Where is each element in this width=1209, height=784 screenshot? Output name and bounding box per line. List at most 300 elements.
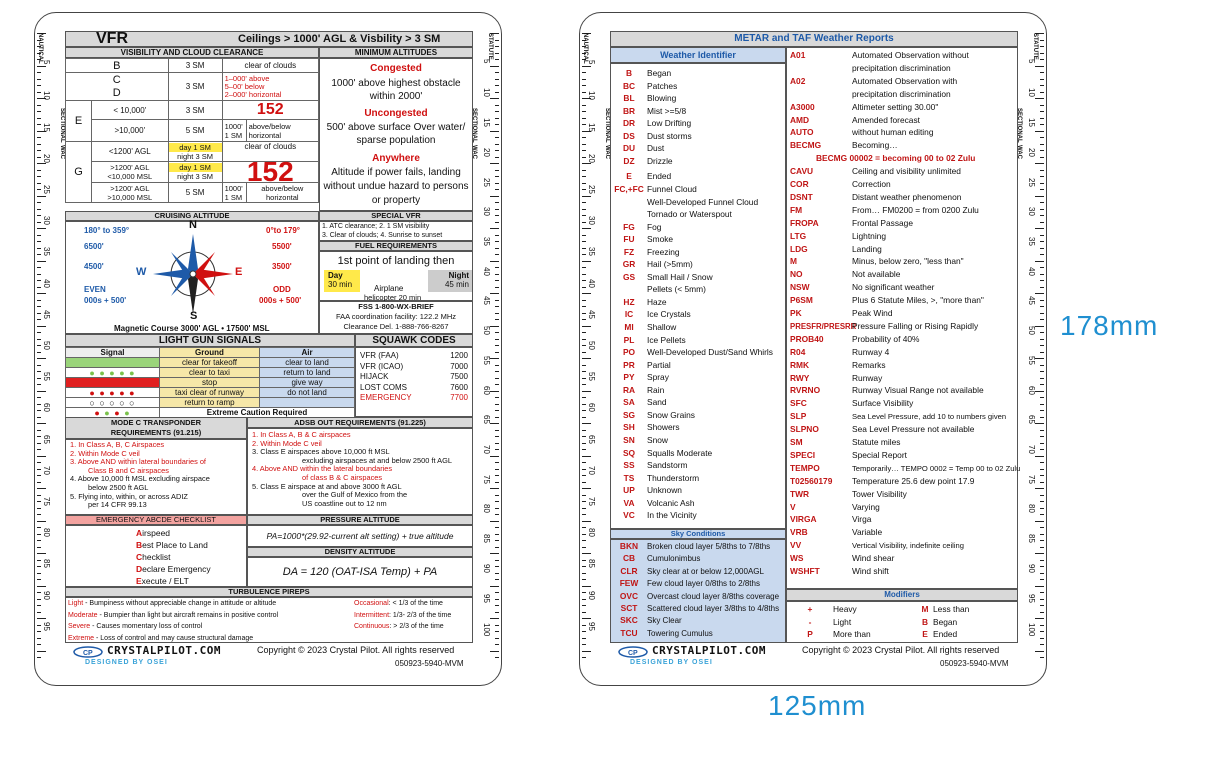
adsb-line: 2. Within Mode C veil xyxy=(252,438,322,448)
ruler-tick xyxy=(495,371,499,372)
ruler-number: 30 xyxy=(587,216,596,226)
wx-row xyxy=(611,448,787,458)
abcde-box xyxy=(65,525,247,587)
cd-line2: 5–00' below xyxy=(224,81,265,91)
svfr-1: 1. ATC clearance; 2. 1 SM visibility xyxy=(322,223,430,230)
ruler-tick xyxy=(495,540,499,541)
wx-row xyxy=(611,347,787,357)
density-header: DENSITY ALTITUDE xyxy=(247,547,473,557)
code-key: DSNT xyxy=(790,191,813,202)
ruler-tick xyxy=(582,651,591,652)
ruler-tick xyxy=(495,417,499,418)
code-row xyxy=(790,347,1018,357)
compass-e: E xyxy=(235,266,243,278)
ruler-tick xyxy=(495,612,499,613)
ruler-number: 55 xyxy=(1027,355,1036,365)
wx-code: SH xyxy=(623,422,635,433)
ruler-tick xyxy=(1040,657,1044,658)
sky-desc: Cumulonimbus xyxy=(647,554,701,564)
sky-code: TCU xyxy=(620,627,638,638)
wx-row xyxy=(611,143,787,153)
wx-desc: Hail (>5mm) xyxy=(647,259,693,270)
height-dimension: 178mm xyxy=(1060,310,1159,341)
code-desc: Pressure Falling or Rising Rapidly xyxy=(852,320,979,331)
g-day2: day 1 SM xyxy=(169,163,222,172)
code-row xyxy=(790,89,1018,99)
ruler-tick xyxy=(37,196,46,197)
wx-row xyxy=(611,131,787,141)
ruler-tick xyxy=(37,527,41,528)
ruler-tick xyxy=(582,332,586,333)
signal-alt-red-green: ● ● ● ● xyxy=(66,408,160,418)
ruler-tick xyxy=(582,163,591,164)
wx-code: BC xyxy=(622,80,636,91)
code-row xyxy=(790,179,1018,189)
g-clear: clear of clouds xyxy=(222,142,318,162)
vfr-subtitle: Ceilings > 1000' AGL & Visbility > 3 SM xyxy=(238,33,441,45)
modec-h2: REQUIREMENTS (91.215) xyxy=(110,428,202,437)
squawk-name: LOST COMS xyxy=(360,382,407,392)
turb-desc: - Bumpiness without appreciable change in attitude or altitude xyxy=(83,600,277,607)
squawk-code: 7600 xyxy=(450,382,468,392)
wx-code: RA xyxy=(622,384,636,395)
mod-desc2: Began xyxy=(933,616,958,627)
ruler-tick xyxy=(37,573,41,574)
turb-key: Moderate xyxy=(68,611,98,619)
squawk-code: 7700 xyxy=(450,393,468,402)
ruler-tick xyxy=(490,163,499,164)
wx-desc: Low Drifting xyxy=(647,118,692,129)
ruler-tick xyxy=(37,345,41,346)
metar-title: METAR and TAF Weather Reports xyxy=(610,31,1018,47)
ruler-tick xyxy=(490,326,499,327)
cr-east: 0°to 179° xyxy=(266,226,300,235)
wx-code: DU xyxy=(622,143,636,154)
ruler-number: 55 xyxy=(587,372,596,382)
ruler-tick xyxy=(495,118,499,119)
light-row5-ground: return to ramp xyxy=(160,398,260,408)
ruler-tick xyxy=(37,508,41,509)
turb-freq-val: : 1/3- 2/3 of the time xyxy=(389,611,452,619)
code-key: A02 xyxy=(790,75,806,86)
signal-flash-white: ○ ○ ○ ○ ○ xyxy=(66,398,160,408)
ruler-tick xyxy=(582,579,586,580)
vis-header: VISIBILITY AND CLOUD CLEARANCE xyxy=(65,47,319,58)
ruler-tick xyxy=(1040,319,1044,320)
ruler-tick xyxy=(495,410,499,411)
ruler-number: 50 xyxy=(42,341,51,350)
ruler-number: 10 xyxy=(42,91,51,101)
abcde-letter: A xyxy=(136,528,143,538)
abcde-letter: C xyxy=(136,552,143,562)
e-alt2: >10,000' xyxy=(92,120,169,142)
modifier-row xyxy=(787,604,1019,614)
ruler-tick xyxy=(1040,254,1044,255)
ruler-tick xyxy=(582,586,591,587)
ruler-tick xyxy=(1040,410,1044,411)
ruler-tick xyxy=(37,287,41,288)
ruler-tick xyxy=(1035,391,1044,392)
ruler-number: 30 xyxy=(482,207,491,217)
ruler-number: 5 xyxy=(1027,58,1036,64)
ruler-tick xyxy=(495,124,499,125)
ruler-number: 20 xyxy=(587,153,596,163)
ruler-tick xyxy=(1035,488,1044,489)
ruler-tick xyxy=(490,618,499,619)
ruler-tick xyxy=(37,365,41,366)
ruler-tick xyxy=(495,339,499,340)
ruler-tick xyxy=(1040,449,1044,450)
ruler-tick xyxy=(582,514,586,515)
ruler-tick xyxy=(1040,105,1044,106)
code-key: A01 xyxy=(790,50,806,60)
emergency-header: EMERGENCY ABCDE CHECKLIST xyxy=(65,515,247,525)
code-row xyxy=(790,450,1018,460)
ruler-number: 100 xyxy=(482,623,491,637)
sky-code: CLR xyxy=(620,565,638,576)
ruler-tick xyxy=(1040,118,1044,119)
wx-desc: Partial xyxy=(647,359,671,370)
wx-desc: Fog xyxy=(647,221,662,232)
ruler-tick xyxy=(1040,605,1044,606)
ruler-tick xyxy=(1040,638,1044,639)
sky-desc: Sky Clear xyxy=(647,616,682,626)
b-clear: clear of clouds xyxy=(222,59,318,73)
squawk-row xyxy=(360,372,468,383)
ruler-label: WAC xyxy=(59,145,65,159)
squawk-code: 7000 xyxy=(450,361,468,371)
cr-5500: 5500' xyxy=(272,242,292,251)
wx-row xyxy=(611,234,787,244)
ruler-tick xyxy=(582,202,586,203)
ruler-tick xyxy=(1040,527,1044,528)
sky-code: CB xyxy=(622,553,636,564)
code-row xyxy=(790,373,1018,383)
ruler-number: 80 xyxy=(1027,504,1036,514)
turb-freq xyxy=(354,610,451,622)
ruler-number: 90 xyxy=(1027,563,1036,573)
g-night1: night 3 SM xyxy=(177,151,213,161)
wx-desc: Blowing xyxy=(647,93,677,104)
ruler-tick xyxy=(1040,508,1044,509)
wx-row xyxy=(611,156,787,166)
ruler-tick xyxy=(495,534,499,535)
code-key: P6SM xyxy=(790,295,813,306)
code-row xyxy=(790,192,1018,202)
ruler-tick xyxy=(582,410,586,411)
turb-freq-key: Intermittent xyxy=(354,611,390,619)
ruler-tick xyxy=(582,189,586,190)
wx-row xyxy=(611,297,787,307)
code-key: TWR xyxy=(790,488,810,499)
wx-row xyxy=(611,81,787,91)
faa-coord: FAA coordination facility: 122.2 MHz xyxy=(335,312,457,321)
fss-number: FSS 1-800-WX-BRIEF xyxy=(358,302,434,311)
sky-code: SKC xyxy=(620,615,638,626)
ruler-number: 50 xyxy=(587,341,596,350)
code-row xyxy=(790,231,1018,241)
ruler-tick xyxy=(495,59,499,60)
ruler-tick xyxy=(582,482,586,483)
ruler-number: 70 xyxy=(1027,445,1036,454)
product-code: 050923-5940-MVM xyxy=(940,659,1009,668)
ruler-tick xyxy=(37,566,41,567)
ruler-tick xyxy=(37,631,41,632)
ruler-tick xyxy=(582,553,591,554)
ruler-number: 45 xyxy=(1027,296,1036,306)
ruler-tick xyxy=(495,657,499,658)
ruler-tick xyxy=(37,66,46,67)
ruler-number: 35 xyxy=(587,247,596,257)
ruler-tick xyxy=(37,625,41,626)
ruler-tick xyxy=(37,293,46,294)
ruler-tick xyxy=(1040,85,1044,86)
wx-desc: Thunderstorm xyxy=(647,472,700,483)
ruler-number: 70 xyxy=(587,465,596,475)
ruler-tick xyxy=(37,378,41,379)
ruler-tick xyxy=(1040,189,1044,190)
fuel-airplane: Airplane xyxy=(374,284,404,293)
ruler-number: 75 xyxy=(1027,474,1036,484)
ruler-tick xyxy=(37,501,41,502)
ruler-number: 50 xyxy=(482,326,491,336)
ruler-tick xyxy=(582,449,586,450)
ruler-tick xyxy=(582,345,586,346)
ruler-tick xyxy=(1040,339,1044,340)
ruler-tick xyxy=(1040,430,1044,431)
ruler-tick xyxy=(37,332,41,333)
ruler-tick xyxy=(582,599,586,600)
ruler-number: 60 xyxy=(482,385,491,395)
sky-row xyxy=(611,541,787,551)
compass-w: W xyxy=(136,266,147,278)
code-desc: Vertical Visibility, indefinite ceiling xyxy=(852,541,964,551)
ruler-tick xyxy=(37,547,41,548)
ruler-tick xyxy=(1040,241,1044,242)
wx-code: FZ xyxy=(623,246,635,257)
fss-box xyxy=(319,301,473,334)
wx-desc: Small Hail / Snow xyxy=(647,271,713,282)
ruler-tick xyxy=(582,430,586,431)
code-row xyxy=(790,102,1018,112)
ruler-tick xyxy=(495,599,499,600)
ruler-tick xyxy=(1040,40,1044,41)
ruler-number: 35 xyxy=(42,247,51,257)
copyright: Copyright © 2023 Crystal Pilot. All rights reserved xyxy=(257,645,455,655)
wx-row xyxy=(611,259,787,269)
code-key: WS xyxy=(790,553,804,564)
extreme-caution: Extreme Caution Required xyxy=(160,408,355,418)
code-row xyxy=(790,385,1018,395)
ruler-tick xyxy=(495,566,499,567)
ruler-tick xyxy=(1035,228,1044,229)
wx-code: DR xyxy=(622,118,636,129)
ruler-tick xyxy=(582,371,586,372)
code-key: RWY xyxy=(790,372,810,383)
ruler-tick xyxy=(582,66,591,67)
code-desc: Altimeter setting 30.00" xyxy=(852,101,939,112)
turb-desc: - Loss of control and may cause structural damage xyxy=(94,634,254,642)
code-key: RVRNO xyxy=(790,385,821,396)
ruler-tick xyxy=(37,397,41,398)
adsb-line: 3. Class E airspaces above 10,000 ft MSL xyxy=(252,447,390,457)
ruler-tick xyxy=(495,46,499,47)
min-alt-header: MINIMUM ALTITUDES xyxy=(319,47,473,58)
code-desc: Wind shear xyxy=(852,553,895,564)
ruler-tick xyxy=(582,612,586,613)
ruler-tick xyxy=(495,144,499,145)
code-row xyxy=(790,256,1018,266)
ruler-label: NAUTICAL xyxy=(37,33,43,64)
class-g: G xyxy=(66,142,92,203)
fuel-night-min: 45 min xyxy=(444,280,469,289)
ruler-tick xyxy=(37,371,41,372)
col-air: Air xyxy=(260,348,355,358)
ruler-tick xyxy=(495,79,499,80)
wx-row xyxy=(611,197,787,207)
code-desc: Statute miles xyxy=(852,437,901,447)
ruler-tick xyxy=(495,319,499,320)
ruler-tick xyxy=(495,469,499,470)
ruler-tick xyxy=(1035,651,1044,652)
wx-desc: Sandstorm xyxy=(647,460,688,471)
mag-course: Magnetic Course 3000' AGL • 17500' MSL xyxy=(114,324,270,333)
class-c: C xyxy=(112,73,121,86)
ruler-tick xyxy=(1035,163,1044,164)
ruler-tick xyxy=(37,657,41,658)
code-desc: Runway xyxy=(852,372,883,383)
ruler-number: 55 xyxy=(42,372,51,382)
ruler-number: 25 xyxy=(1027,177,1036,187)
ruler-tick xyxy=(1040,92,1044,93)
abcde-row xyxy=(136,563,246,575)
ruler-tick xyxy=(37,163,46,164)
wx-row xyxy=(611,360,787,370)
ruler-tick xyxy=(1035,326,1044,327)
code-desc: without human editing xyxy=(852,127,934,138)
g-abovebelow: above/below xyxy=(261,183,304,193)
squawk-name: VFR (ICAO) xyxy=(360,361,404,371)
ruler-tick xyxy=(495,150,499,151)
ruler-number: 80 xyxy=(42,528,51,538)
ruler-tick xyxy=(495,313,499,314)
ruler-tick xyxy=(582,631,586,632)
ruler-tick xyxy=(495,280,499,281)
cr-odd2: 000s + 500' xyxy=(259,296,302,305)
code-desc: Sea Level Pressure not available xyxy=(852,424,975,435)
code-row xyxy=(790,502,1018,512)
ruler-tick xyxy=(1040,495,1044,496)
ruler-tick xyxy=(582,111,586,112)
sky-code: OVC xyxy=(619,590,639,601)
ruler-tick xyxy=(495,300,499,301)
adsb-header: ADSB OUT REQUIREMENTS (91.225) xyxy=(247,417,473,428)
ruler-tick xyxy=(582,417,586,418)
ruler-tick xyxy=(582,267,586,268)
ruler-tick xyxy=(582,397,586,398)
ruler-label: SECTIONAL xyxy=(604,108,610,143)
g-alt3a: >1200' AGL xyxy=(110,183,150,193)
ruler-tick xyxy=(495,105,499,106)
wx-desc: Began xyxy=(647,68,672,78)
wx-row xyxy=(611,335,787,345)
right-ruler xyxy=(1018,33,1044,657)
code-row xyxy=(790,153,1018,163)
e-152: 152 xyxy=(222,101,318,120)
wx-desc: Mist >=5/8 xyxy=(647,105,687,116)
code-desc: Wind shift xyxy=(852,566,889,576)
congested-title: Congested xyxy=(370,63,422,74)
ruler-tick xyxy=(495,378,499,379)
abcde-letter: D xyxy=(136,564,143,574)
ruler-number: 85 xyxy=(482,534,491,544)
modec-line: 4. Above 10,000 ft MSL excluding airspace xyxy=(70,474,210,484)
wx-code: FU xyxy=(623,234,635,245)
ruler-tick xyxy=(1040,534,1044,535)
ruler-tick xyxy=(582,384,586,385)
ruler-tick xyxy=(582,625,586,626)
min-alt-box xyxy=(319,58,473,211)
ruler-tick xyxy=(582,248,586,249)
ruler-tick xyxy=(495,157,499,158)
turb-row xyxy=(68,633,472,645)
ruler-tick xyxy=(495,306,499,307)
ruler-tick xyxy=(490,391,499,392)
ruler-label: STATUTE xyxy=(1032,33,1038,60)
ruler-tick xyxy=(37,118,41,119)
wx-code: FG xyxy=(623,221,635,232)
code-desc: Automated Observation without xyxy=(852,50,969,60)
brand-name: CRYSTALPILOT.COM xyxy=(107,644,221,657)
abcde-row xyxy=(136,551,246,563)
signal-steady-green xyxy=(66,358,160,368)
ruler-number: 85 xyxy=(42,559,51,569)
turbulence-header: TURBULENCE PIREPS xyxy=(65,587,473,597)
ruler-tick xyxy=(495,547,499,548)
ruler-tick xyxy=(1040,365,1044,366)
sky-list xyxy=(610,539,786,643)
ruler-tick xyxy=(582,423,591,424)
code-key: SLP xyxy=(790,411,807,422)
modec-header xyxy=(65,417,247,439)
ruler-tick xyxy=(37,495,41,496)
ruler-tick xyxy=(1040,280,1044,281)
code-row xyxy=(790,269,1018,279)
ruler-tick xyxy=(490,651,499,652)
ruler-number: 80 xyxy=(587,528,596,538)
turb-freq-key: Occasional xyxy=(354,600,389,607)
ruler-tick xyxy=(1040,46,1044,47)
ruler-tick xyxy=(1040,306,1044,307)
fuel-header: FUEL REQUIREMENTS xyxy=(319,241,473,251)
code-key: AUTO xyxy=(790,127,814,138)
code-key: NO xyxy=(790,269,803,280)
wx-code: IC xyxy=(624,309,634,320)
code-desc: Ceiling and visibility unlimited xyxy=(852,166,961,177)
code-row xyxy=(790,489,1018,499)
anywhere-text: Altitude if power fails, landing without undue hazard to persons or property xyxy=(323,167,469,206)
wx-row xyxy=(611,385,787,395)
wx-row xyxy=(611,435,787,445)
ruler-tick xyxy=(1040,378,1044,379)
ruler-number: 55 xyxy=(482,355,491,365)
mod-sym2: B xyxy=(921,616,929,627)
ruler-number: 45 xyxy=(482,296,491,306)
code-row xyxy=(790,50,1018,60)
ruler-tick xyxy=(490,423,499,424)
code-row xyxy=(790,205,1018,215)
wx-row xyxy=(611,209,787,219)
